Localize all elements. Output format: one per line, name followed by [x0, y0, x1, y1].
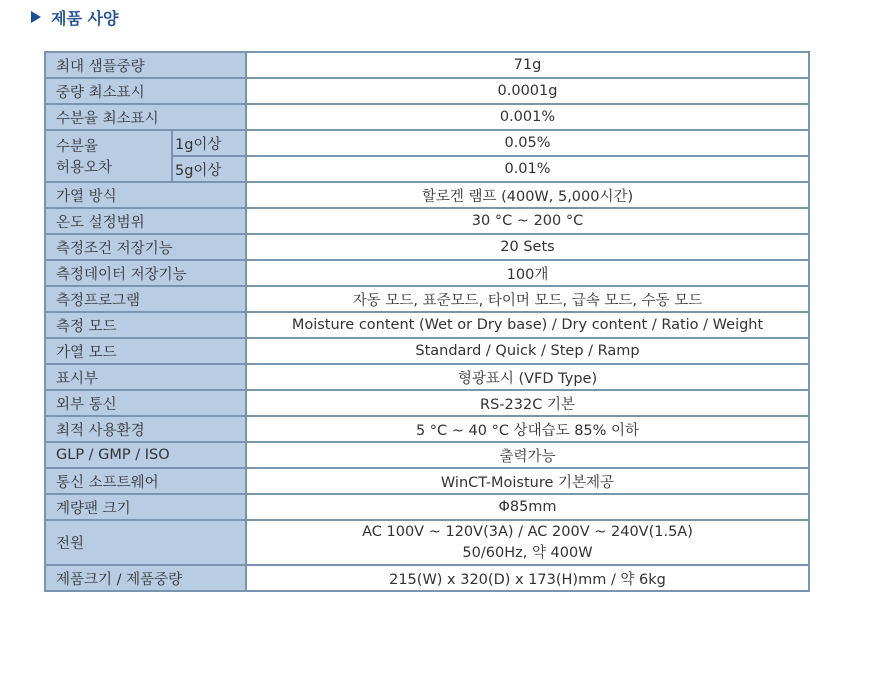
spec-row-min-display-weight: [45, 78, 809, 104]
spec-label: 측정 모드: [45, 312, 246, 338]
spec-value: 0.05%: [246, 130, 809, 156]
spec-sublabel: 1g이상: [172, 130, 246, 156]
spec-value: 100개: [246, 260, 809, 286]
spec-label: 측정조건 저장기능: [45, 234, 246, 260]
spec-value: 20 Sets: [246, 234, 809, 260]
spec-value: 형광표시 (VFD Type): [246, 364, 809, 390]
spec-row-tolerance-1g: [45, 130, 809, 156]
spec-label: 가열 방식: [45, 182, 246, 208]
power-line1: AC 100V ~ 120V(3A) / AC 200V ~ 240V(1.5A): [362, 523, 693, 540]
spec-label: GLP / GMP / ISO: [45, 442, 246, 468]
spec-row-measure-mode: [45, 312, 809, 338]
spec-label: 수분율 최소표시: [45, 104, 246, 130]
spec-value: Φ85mm: [246, 494, 809, 520]
spec-row-display: [45, 364, 809, 390]
triangle-right-icon: [31, 11, 41, 23]
spec-value: 30 °C ~ 200 °C: [246, 208, 809, 234]
spec-label: 온도 설정범위: [45, 208, 246, 234]
spec-sublabel: 5g이상: [172, 156, 246, 182]
spec-value: 5 °C ~ 40 °C 상대습도 85% 이하: [246, 416, 809, 442]
spec-table: [44, 51, 810, 592]
spec-row-min-display-moisture: [45, 104, 809, 130]
spec-label: 통신 소프트웨어: [45, 468, 246, 494]
spec-row-software: [45, 468, 809, 494]
power-line2: 50/60Hz, 약 400W: [462, 544, 593, 561]
tolerance-label: [45, 130, 172, 182]
spec-value: 자동 모드, 표준모드, 타이머 모드, 급속 모드, 수동 모드: [246, 286, 809, 312]
spec-row-pan-size: [45, 494, 809, 520]
spec-row-communication: [45, 390, 809, 416]
tolerance-label-line1: 수분율: [56, 139, 99, 155]
spec-value: 0.0001g: [246, 78, 809, 104]
spec-row-max-weight: [45, 52, 809, 78]
spec-label: 측정데이터 저장기능: [45, 260, 246, 286]
spec-label: 최대 샘플중량: [45, 52, 246, 78]
spec-label: 가열 모드: [45, 338, 246, 364]
spec-value: RS-232C 기본: [246, 390, 809, 416]
spec-value-power: [246, 520, 809, 565]
spec-label: 최적 사용환경: [45, 416, 246, 442]
spec-row-power: [45, 520, 809, 565]
spec-row-condition-storage: [45, 234, 809, 260]
spec-value: 0.001%: [246, 104, 809, 130]
spec-row-temperature-range: [45, 208, 809, 234]
spec-row-program: [45, 286, 809, 312]
spec-value: 할로겐 램프 (400W, 5,000시간): [246, 182, 809, 208]
section-title: 제품 사양: [51, 8, 119, 28]
spec-value: Standard / Quick / Step / Ramp: [246, 338, 809, 364]
spec-row-product-size: [45, 565, 809, 591]
spec-value: WinCT-Moisture 기본제공: [246, 468, 809, 494]
spec-label: 계량팬 크기: [45, 494, 246, 520]
spec-row-glp: [45, 442, 809, 468]
spec-value: 0.01%: [246, 156, 809, 182]
spec-row-data-storage: [45, 260, 809, 286]
spec-row-heating-mode: [45, 338, 809, 364]
spec-label: 전원: [45, 520, 246, 565]
spec-label: 중량 최소표시: [45, 78, 246, 104]
tolerance-label-line2: 허용오차: [56, 160, 113, 176]
spec-value: 출력가능: [246, 442, 809, 468]
section-header: [31, 6, 118, 28]
spec-row-environment: [45, 416, 809, 442]
spec-label: 외부 통신: [45, 390, 246, 416]
spec-value: 215(W) x 320(D) x 173(H)mm / 약 6kg: [246, 565, 809, 591]
spec-label: 표시부: [45, 364, 246, 390]
spec-row-heating-method: [45, 182, 809, 208]
spec-label: 제품크기 / 제품중량: [45, 565, 246, 591]
spec-value: Moisture content (Wet or Dry base) / Dry content / Ratio / Weight: [246, 312, 809, 338]
spec-value: 71g: [246, 52, 809, 78]
spec-label: 측정프로그램: [45, 286, 246, 312]
